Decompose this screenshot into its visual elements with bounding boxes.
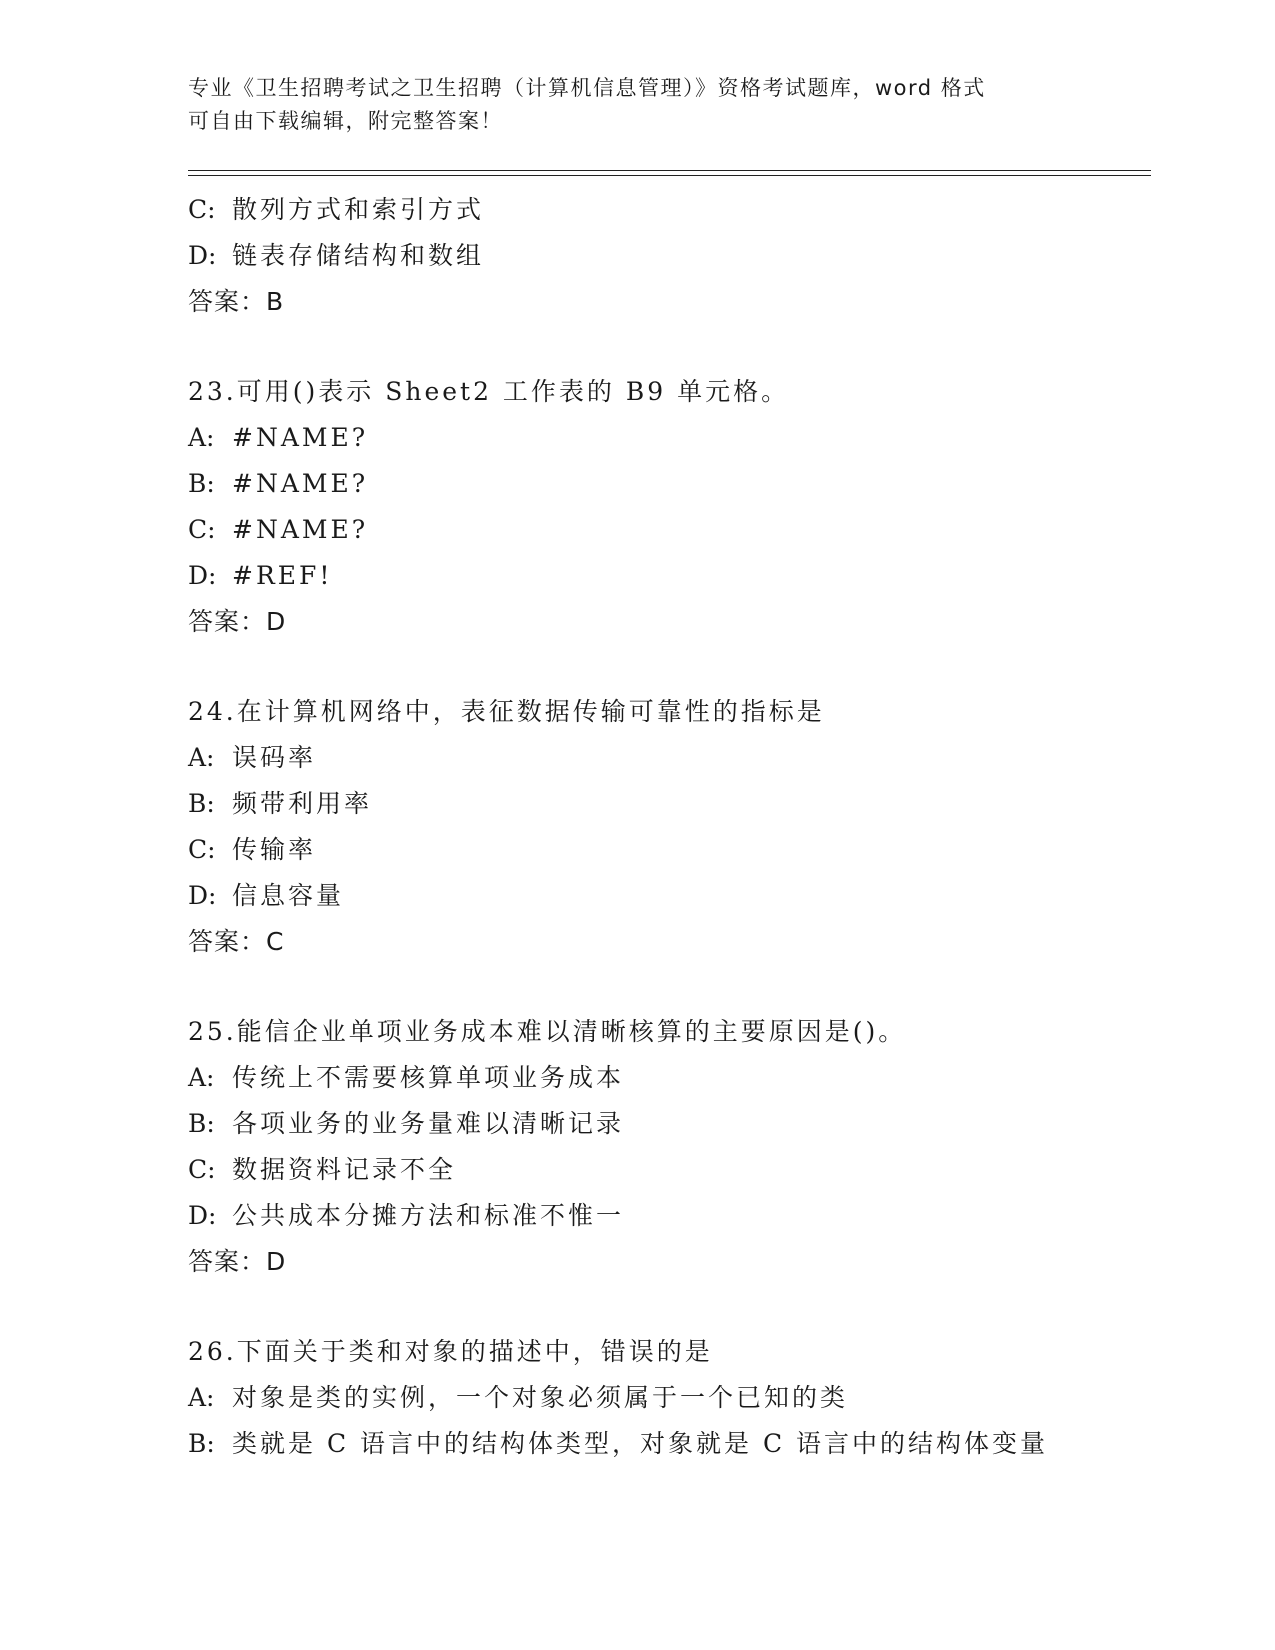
option-text: #NAME? xyxy=(232,469,369,498)
option-line xyxy=(188,1375,1148,1421)
question-stem: 23.可用()表示 Sheet2 工作表的 B9 单元格。 xyxy=(188,377,790,406)
option-prefix: C: xyxy=(188,835,216,864)
option-text: 类就是 C 语言中的结构体类型，对象就是 C 语言中的结构体变量 xyxy=(232,1429,1049,1458)
option-text: #NAME? xyxy=(232,423,369,452)
option-text: 信息容量 xyxy=(232,881,345,910)
option-text: #NAME? xyxy=(232,515,369,544)
option-text: 对象是类的实例，一个对象必须属于一个已知的类 xyxy=(232,1383,849,1412)
question-stem: 24.在计算机网络中，表征数据传输可靠性的指标是 xyxy=(188,697,825,726)
answer-line: 答案：C xyxy=(188,927,285,956)
option-prefix: B: xyxy=(188,469,215,498)
answer-line: 答案：B xyxy=(188,287,285,316)
option-prefix: C: xyxy=(188,515,216,544)
option-line xyxy=(188,1101,1148,1147)
option-line xyxy=(188,827,1148,873)
option-text: 误码率 xyxy=(232,743,317,772)
option-line xyxy=(188,1147,1148,1193)
option-line xyxy=(188,187,1148,233)
option-prefix: B: xyxy=(188,1429,215,1458)
option-prefix: B: xyxy=(188,789,215,818)
option-line xyxy=(188,735,1148,781)
question-list xyxy=(188,187,1148,1467)
option-line xyxy=(188,461,1148,507)
header-line-2: 可自由下载编辑，附完整答案！ xyxy=(188,109,503,133)
header-divider-bottom xyxy=(188,175,1151,176)
question-25 xyxy=(188,1009,1148,1285)
option-line xyxy=(188,873,1148,919)
option-text: 数据资料记录不全 xyxy=(232,1155,457,1184)
option-text: 各项业务的业务量难以清晰记录 xyxy=(232,1109,625,1138)
option-line xyxy=(188,1421,1148,1467)
answer-line: 答案：D xyxy=(188,1247,287,1276)
option-prefix: A: xyxy=(188,423,215,452)
option-prefix: D: xyxy=(188,1201,217,1230)
option-prefix: D: xyxy=(188,561,217,590)
header-line-1: 专业《卫生招聘考试之卫生招聘（计算机信息管理）》资格考试题库，word 格式 xyxy=(188,76,986,100)
option-text: #REF! xyxy=(232,561,333,590)
spacer xyxy=(188,325,1148,369)
option-prefix: B: xyxy=(188,1109,215,1138)
option-line xyxy=(188,415,1148,461)
option-prefix: D: xyxy=(188,241,217,270)
option-prefix: A: xyxy=(188,743,215,772)
question-24 xyxy=(188,689,1148,965)
option-text: 频带利用率 xyxy=(232,789,373,818)
option-prefix: D: xyxy=(188,881,217,910)
spacer xyxy=(188,645,1148,689)
option-line xyxy=(188,1055,1148,1101)
question-26 xyxy=(188,1329,1148,1467)
answer-line: 答案：D xyxy=(188,607,287,636)
question-23 xyxy=(188,369,1148,645)
question-stem: 25.能信企业单项业务成本难以清晰核算的主要原因是()。 xyxy=(188,1017,907,1046)
option-text: 传输率 xyxy=(232,835,317,864)
option-text: 散列方式和索引方式 xyxy=(232,195,485,224)
option-line xyxy=(188,233,1148,279)
option-text: 公共成本分摊方法和标准不惟一 xyxy=(232,1201,625,1230)
option-prefix: A: xyxy=(188,1383,215,1412)
option-text: 链表存储结构和数组 xyxy=(232,241,485,270)
option-text: 传统上不需要核算单项业务成本 xyxy=(232,1063,625,1092)
header-divider-top xyxy=(188,170,1151,171)
option-prefix: A: xyxy=(188,1063,215,1092)
previous-question-tail xyxy=(188,187,1148,325)
spacer xyxy=(188,965,1148,1009)
document-header xyxy=(188,72,1088,138)
option-line xyxy=(188,507,1148,553)
spacer xyxy=(188,1285,1148,1329)
option-prefix: C: xyxy=(188,1155,216,1184)
option-line xyxy=(188,1193,1148,1239)
option-line xyxy=(188,781,1148,827)
question-stem: 26.下面关于类和对象的描述中，错误的是 xyxy=(188,1337,713,1366)
option-line xyxy=(188,553,1148,599)
option-prefix: C: xyxy=(188,195,216,224)
